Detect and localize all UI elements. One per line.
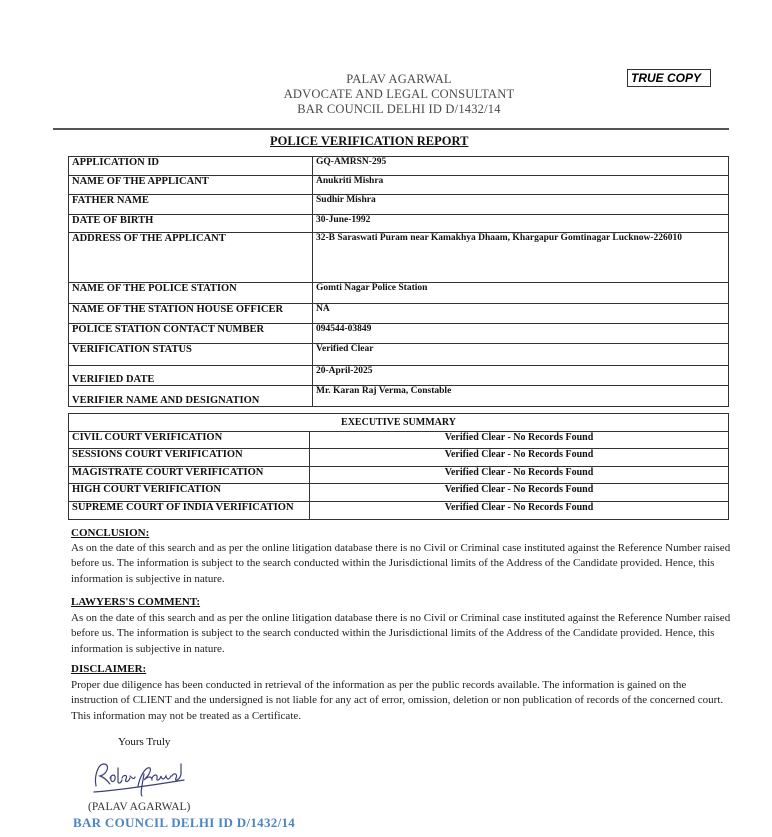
signatory-bar-id: BAR COUNCIL DELHI ID D/1432/14	[73, 815, 296, 830]
row-value: Verified Clear - No Records Found	[310, 502, 729, 520]
table-row	[69, 215, 729, 233]
row-label: ADDRESS OF THE APPLICANT	[69, 233, 313, 283]
table-row	[69, 449, 729, 467]
letterhead-bar-id: BAR COUNCIL DELHI ID D/1432/14	[297, 102, 501, 116]
table-row	[69, 502, 729, 520]
table-row	[69, 484, 729, 502]
table-row	[69, 324, 729, 344]
table-row	[69, 467, 729, 484]
lawyers-comment-heading: LAWYERS'S COMMENT:	[71, 596, 201, 608]
table-row	[69, 283, 729, 304]
letterhead-name: PALAV AGARWAL	[346, 72, 452, 86]
row-label: SESSIONS COURT VERIFICATION	[69, 449, 310, 467]
row-label: FATHER NAME	[69, 195, 313, 215]
disclaimer-text: Proper due diligence has been conducted in retrieval of the information as per the public records available. The information is gained on the instruction of CLIENT and the undersigned is not liable for any act of error, omission, deletion or non publication of records of the concerned court. This information may not be treated as a Certificate.	[71, 679, 724, 722]
row-value: 20-April-2025	[313, 366, 729, 386]
row-value: Anukriti Mishra	[313, 176, 729, 195]
row-label: HIGH COURT VERIFICATION	[69, 484, 310, 502]
row-label: VERIFICATION STATUS	[69, 344, 313, 366]
row-label: NAME OF THE STATION HOUSE OFFICER	[69, 304, 313, 324]
lawyers-comment-text: As on the date of this search and as per the online litigation database there is no Civil or Criminal case instituted against the Reference Number raised before us. The information is subject to the search conducted within the Jurisdictional limits of the Address of the Candidate provided. Hence, this information is subjective in nature.	[71, 612, 731, 655]
disclaimer-heading: DISCLAIMER:	[71, 663, 147, 675]
table-row	[69, 304, 729, 324]
conclusion-text: As on the date of this search and as per the online litigation database there is no Civil or Criminal case instituted against the Reference Number raised before us. The information is subject to the search conducted within the Jurisdictional limits of the Address of the Candidate provided. Hence, this information is subjective in nature.	[71, 542, 731, 585]
row-value: Verified Clear - No Records Found	[310, 449, 729, 467]
row-label: MAGISTRATE COURT VERIFICATION	[69, 467, 310, 484]
summary-header-row	[69, 414, 729, 432]
row-label: VERIFIED DATE	[69, 366, 313, 386]
header-divider	[53, 128, 729, 130]
row-label: POLICE STATION CONTACT NUMBER	[69, 324, 313, 344]
row-label: APPLICATION ID	[69, 157, 313, 176]
row-value: Verified Clear - No Records Found	[310, 432, 729, 449]
row-value: 32-B Saraswati Puram near Kamakhya Dhaam, Khargapur Gomtinagar Lucknow-226010	[313, 233, 729, 283]
row-value: GQ-AMRSN-295	[313, 157, 729, 176]
executive-summary-table	[68, 413, 729, 520]
table-row	[69, 432, 729, 449]
row-value: NA	[313, 304, 729, 324]
details-table	[68, 156, 729, 407]
report-title: POLICE VERIFICATION REPORT	[270, 134, 469, 148]
table-row	[69, 176, 729, 195]
row-value: Gomti Nagar Police Station	[313, 283, 729, 304]
row-value: Verified Clear - No Records Found	[310, 467, 729, 484]
row-value: Verified Clear	[313, 344, 729, 366]
letterhead-designation: ADVOCATE AND LEGAL CONSULTANT	[283, 87, 515, 101]
row-label: SUPREME COURT OF INDIA VERIFICATION	[69, 502, 310, 520]
table-row	[69, 233, 729, 283]
conclusion-heading: CONCLUSION:	[71, 527, 150, 539]
summary-title: EXECUTIVE SUMMARY	[69, 414, 729, 432]
row-label: VERIFIER NAME AND DESIGNATION	[69, 386, 313, 407]
row-value: 094544-03849	[313, 324, 729, 344]
row-label: DATE OF BIRTH	[69, 215, 313, 233]
closing-text: Yours Truly	[118, 736, 171, 748]
row-value: Mr. Karan Raj Verma, Constable	[313, 386, 729, 407]
true-copy-stamp: TRUE COPY	[627, 69, 711, 87]
table-row	[69, 195, 729, 215]
signature-icon	[88, 756, 188, 798]
row-label: NAME OF THE POLICE STATION	[69, 283, 313, 304]
row-label: CIVIL COURT VERIFICATION	[69, 432, 310, 449]
table-row	[69, 386, 729, 407]
row-label: NAME OF THE APPLICANT	[69, 176, 313, 195]
table-row	[69, 157, 729, 176]
signatory-name: (PALAV AGARWAL)	[88, 801, 191, 813]
table-row	[69, 366, 729, 386]
row-value: Verified Clear - No Records Found	[310, 484, 729, 502]
row-value: 30-June-1992	[313, 215, 729, 233]
row-value: Sudhir Mishra	[313, 195, 729, 215]
table-row	[69, 344, 729, 366]
